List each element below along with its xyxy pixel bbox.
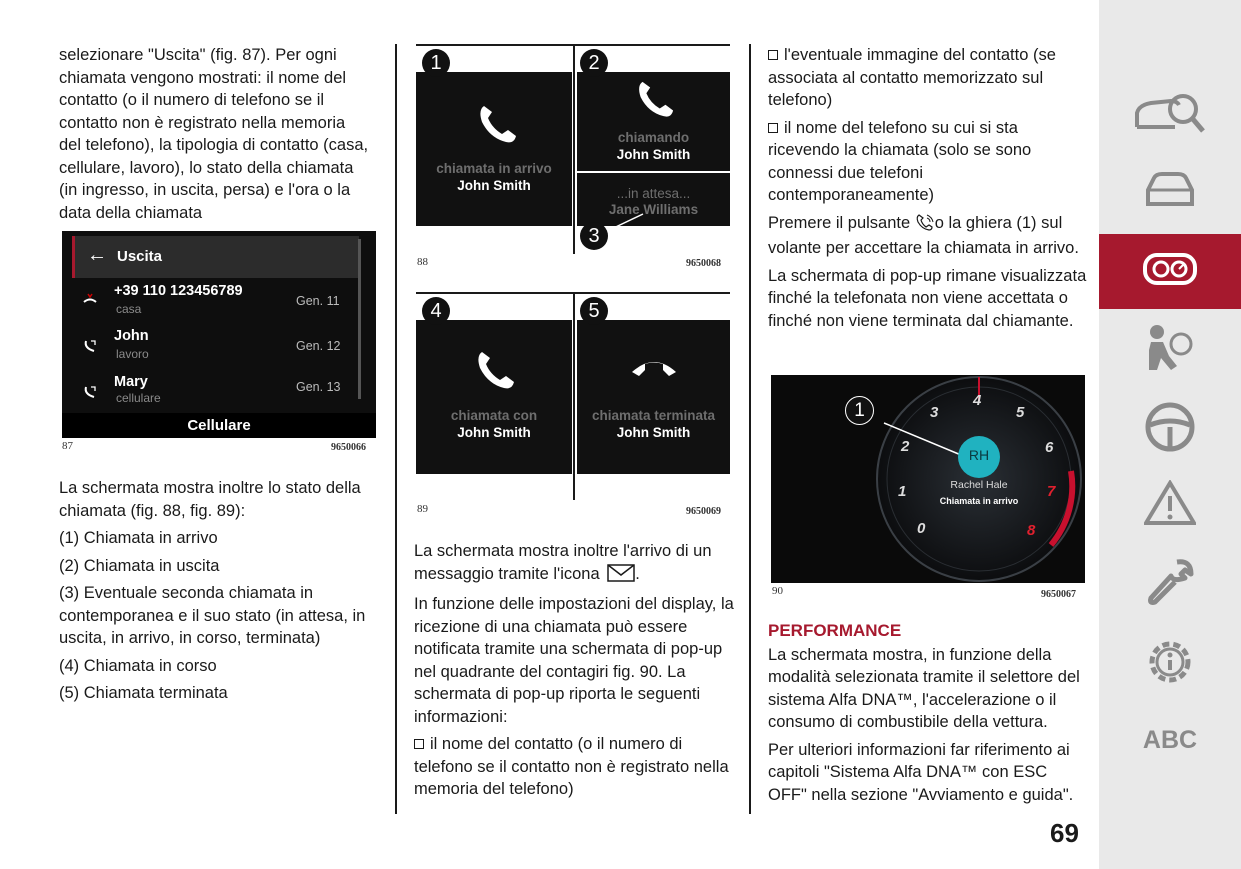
message-text <box>414 540 734 588</box>
phone-icon <box>474 102 518 151</box>
call-log-header[interactable] <box>72 236 359 278</box>
bullet-item <box>414 733 734 801</box>
contact-name: +39 110 123456789 <box>114 283 243 299</box>
gauge-tick-0: 0 <box>917 520 926 537</box>
fig89-code: 9650069 <box>686 506 721 517</box>
popup-remains-text: La schermata di pop-up rimane visualizzata finché la telefonata non viene accettata o finché non viene terminata dal chiamante. <box>768 266 1087 330</box>
callout-badge: 1 <box>422 49 450 77</box>
column-divider <box>395 44 397 814</box>
fig89-label: 89 <box>417 503 428 515</box>
status-list-item: (5) Chiamata terminata <box>59 684 228 702</box>
status-list-item: (3) Eventuale seconda chiamata in contemporanea e il suo stato (in attesa, in uscita, in arrivo, in corso, terminata) <box>59 584 366 647</box>
contact-name: Mary <box>114 374 148 390</box>
caller-name: John Smith <box>616 425 691 440</box>
hang-up-icon <box>629 354 679 385</box>
gear-info-icon <box>1143 635 1197 694</box>
fig88-panel-outgoing <box>577 72 730 171</box>
status-list-item: (2) Chiamata in uscita <box>59 556 220 575</box>
contact-avatar: RH <box>968 447 990 463</box>
reference-text: Per ulteriori informazioni far riferimento ai capitoli "Sistema Alfa DNA™ con ESC OFF" nella sezione "Avviamento e guida". <box>768 740 1074 804</box>
gauge-tick-2: 2 <box>901 438 910 455</box>
waiting-caller-name: Jane Williams <box>608 202 699 217</box>
callout-badge: 4 <box>422 297 450 325</box>
fig90-label: 90 <box>772 585 783 597</box>
fig89-panel-ended <box>577 320 730 474</box>
fig88-panel-incoming <box>416 72 572 226</box>
phone-icon <box>472 348 516 397</box>
call-status: chiamata terminata <box>591 408 716 423</box>
airbag-person-icon <box>1143 322 1197 377</box>
caller-name: John Smith <box>616 147 691 162</box>
call-log-row[interactable] <box>76 374 352 414</box>
callout-badge: 1 <box>845 396 874 425</box>
fig88-code: 9650068 <box>686 258 721 269</box>
caller-name: John Smith <box>457 178 531 193</box>
car-icon <box>1142 168 1198 217</box>
popup-text: In funzione delle impostazioni del display, la ricezione di una chiamata può essere notificata tramite una schermata di pop-up nel quadrante del contagiri fig. 90. La schermata di pop-up riporta le seguenti informazioni: <box>414 595 734 726</box>
performance-text: La schermata mostra, in funzione della modalità selezionata tramite il selettore del sistema Alfa DNA™, l'accelerazione o il consumo di combustibile della vettura. <box>768 645 1080 731</box>
accept-text-b: o la ghiera (1) sul volante per accettare la chiamata in arrivo. <box>768 213 1079 257</box>
phone-button-icon <box>915 213 935 238</box>
outgoing-call-icon <box>82 338 98 359</box>
sidebar-item-safety[interactable] <box>1099 312 1241 387</box>
page-number: 69 <box>1050 818 1079 848</box>
car-search-icon <box>1131 87 1209 144</box>
call-date: Gen. 13 <box>296 380 341 394</box>
contact-type: cellulare <box>116 391 161 405</box>
column-divider <box>749 44 751 814</box>
status-list-item: (4) Chiamata in corso <box>59 656 217 675</box>
callout-badge: 3 <box>580 222 608 250</box>
contact-type: casa <box>116 302 142 316</box>
status-intro: La schermata mostra inoltre lo stato della chiamata (fig. 88, fig. 89): <box>59 479 361 520</box>
bullet-text: il nome del contatto (o il numero di telefono se il contatto non è registrato nella memoria del telefono) <box>414 735 729 798</box>
sidebar-item-overview[interactable] <box>1099 78 1241 153</box>
col2-body <box>414 540 734 806</box>
call-status: Chiamata in arrivo <box>939 496 1019 506</box>
fig87-label: 87 <box>62 440 73 452</box>
call-log-footer[interactable] <box>62 413 376 438</box>
fig88-divider <box>573 44 575 254</box>
sidebar-item-index[interactable] <box>1099 703 1241 778</box>
col1-body <box>59 477 371 710</box>
bullet-item <box>768 44 1088 112</box>
sidebar-item-emergency[interactable] <box>1099 468 1241 543</box>
footer-label: Cellulare <box>187 417 251 434</box>
call-status: chiamando <box>617 130 690 145</box>
call-status: ...in attesa... <box>616 186 691 201</box>
call-date: Gen. 11 <box>296 294 340 308</box>
call-log-scrollbar[interactable] <box>358 239 361 399</box>
warning-triangle-icon <box>1144 480 1196 531</box>
gauge-tick-7: 7 <box>1047 483 1056 500</box>
caller-name: Rachel Hale <box>950 479 1008 491</box>
message-text-b: . <box>635 564 640 583</box>
wrench-icon <box>1143 556 1197 615</box>
missed-call-icon <box>82 291 98 310</box>
call-log-row[interactable] <box>76 328 352 368</box>
intro-text: selezionare "Uscita" (fig. 87). Per ogni chiamata vengono mostrati: il nome del contatto (o il numero di telefono se il contatto non è registrato nella memoria del telefono), la tipologia di contatto (casa, cellulare, lavoro), lo stato della chiamata (in ingresso, in uscita, persa) e l'ora o la data della chiamata <box>59 46 369 222</box>
message-text-a: La schermata mostra inoltre l'arrivo di un messaggio tramite l'icona <box>414 542 712 583</box>
section-title: PERFORMANCE <box>768 621 902 640</box>
outgoing-call-icon <box>82 384 98 405</box>
accept-call-text <box>768 212 1088 260</box>
col3-top <box>768 44 1088 337</box>
call-log-row[interactable] <box>76 283 352 323</box>
abc-index-label: ABC <box>1142 726 1198 754</box>
gauge-tick-4: 4 <box>973 392 982 409</box>
back-arrow-icon[interactable]: ← <box>87 244 107 266</box>
sidebar-item-driving[interactable] <box>1099 392 1241 467</box>
gauge-tick-1: 1 <box>898 483 907 500</box>
fig88-label: 88 <box>417 256 428 268</box>
steering-wheel-icon <box>1144 401 1196 458</box>
phone-icon <box>633 78 675 125</box>
bullet-item <box>768 117 1088 207</box>
gauge-tick-5: 5 <box>1016 404 1025 421</box>
fig87-code: 9650066 <box>331 442 366 453</box>
envelope-icon <box>607 564 635 589</box>
caller-name: John Smith <box>457 425 531 440</box>
call-status: chiamata con <box>450 408 538 423</box>
gauge-tick-3: 3 <box>930 404 939 421</box>
dashboard-icon <box>1142 251 1198 292</box>
fig90-code: 9650067 <box>1041 589 1076 600</box>
gauge-tick-6: 6 <box>1045 439 1054 456</box>
gauge-tick-8: 8 <box>1027 522 1036 539</box>
fig89-panel-active <box>416 320 572 474</box>
sidebar-item-vehicle[interactable] <box>1099 155 1241 230</box>
bullet-text: il nome del telefono su cui si sta ricevendo la chiamata (solo se sono connessi due telefoni contemporaneamente) <box>768 118 1032 204</box>
checkbox-bullet-icon <box>768 123 778 133</box>
sidebar-item-maintenance[interactable] <box>1099 548 1241 623</box>
call-status: chiamata in arrivo <box>436 161 552 176</box>
bullet-text: l'eventuale immagine del contatto (se associata al contatto memorizzato sul telefono) <box>768 46 1056 109</box>
contact-name: John <box>114 328 149 344</box>
call-date: Gen. 12 <box>296 339 341 353</box>
call-log-title: Uscita <box>117 248 163 265</box>
callout-badge: 5 <box>580 297 608 325</box>
checkbox-bullet-icon <box>768 50 778 60</box>
checkbox-bullet-icon <box>414 739 424 749</box>
sidebar-item-technical[interactable] <box>1099 627 1241 702</box>
contact-type: lavoro <box>116 347 149 361</box>
fig89-divider <box>573 292 575 500</box>
callout-badge: 2 <box>580 49 608 77</box>
fig90-tachometer <box>771 375 1085 583</box>
sidebar-item-dashboard[interactable] <box>1099 234 1241 309</box>
col3-bottom <box>768 620 1090 811</box>
accept-text-a: Premere il pulsante <box>768 213 911 232</box>
status-list-item: (1) Chiamata in arrivo <box>59 529 218 547</box>
fig87-call-log-screen <box>62 231 376 438</box>
col1-intro <box>59 44 371 229</box>
